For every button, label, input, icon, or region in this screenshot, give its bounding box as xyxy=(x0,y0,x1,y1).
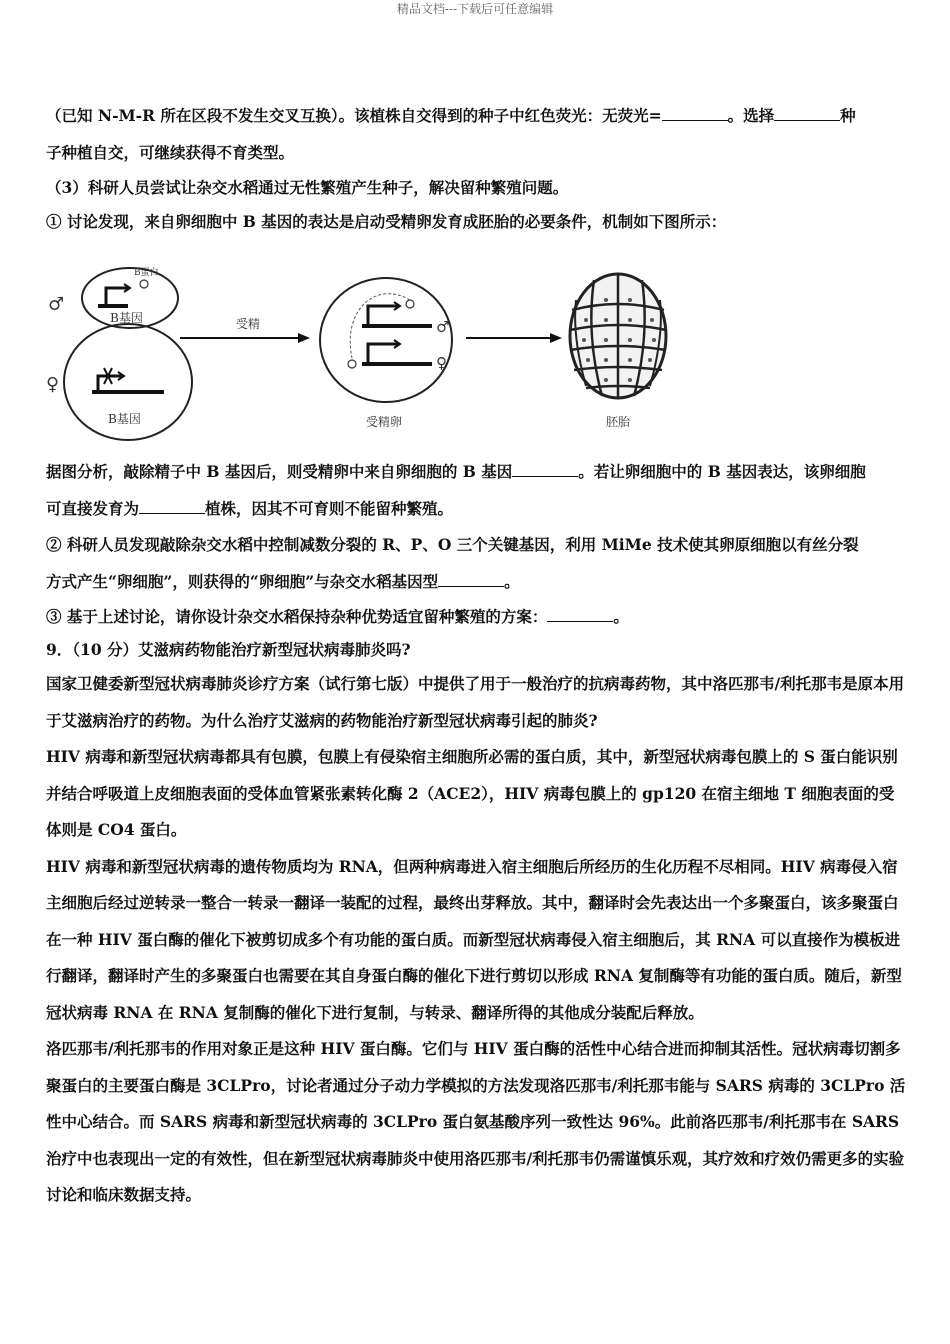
arrowhead-icon xyxy=(550,333,562,343)
sperm-gene-label: B基因 xyxy=(110,311,143,325)
fertilization-label: 受精 xyxy=(236,317,261,331)
b-protein-dot xyxy=(348,360,356,368)
female-symbol-icon: ♀ xyxy=(436,354,447,372)
paragraph: ② 科研人员发现敲除杂交水稻中控制减数分裂的 R、P、O 三个关键基因，利用 MiMe 技术使其卵原细胞以有丝分裂 xyxy=(46,535,859,554)
text: ③ 基于上述讨论，请你设计杂交水稻保持杂种优势适宜留种繁殖的方案： xyxy=(46,607,548,626)
paragraph xyxy=(46,600,906,633)
zygote-egg-promoter-arrow xyxy=(368,344,398,362)
text: 可直接发育为 xyxy=(46,498,140,518)
text: 。选择 xyxy=(727,106,775,125)
embryo-label: 胚胎 xyxy=(606,415,631,429)
answer-blank xyxy=(662,120,728,121)
text: 据图分析，敲除精子中 B 基因后，则受精卵中来自卵细胞的 B 基因 xyxy=(46,462,513,481)
answer-blank xyxy=(774,120,840,121)
text: 。 xyxy=(613,607,629,626)
paragraph xyxy=(46,454,906,491)
b-protein-label: B蛋白 xyxy=(134,268,159,278)
egg-gene-label: B基因 xyxy=(108,412,141,426)
answer-blank xyxy=(547,621,613,622)
b-gene-mechanism-figure xyxy=(46,240,906,450)
text: 植株，因其不可育则不能留种繁殖。 xyxy=(205,498,454,518)
arrowhead-icon xyxy=(298,333,310,343)
text: 种 xyxy=(840,106,856,125)
text: （已知 N-M-R 所在区段不发生交叉互换）。该植株自交得到的种子中红色荧光：无荧光= xyxy=(46,106,662,125)
paragraph: HIV 病毒和新型冠状病毒都具有包膜，包膜上有侵染宿主细胞所必需的蛋白质，其中，新型冠状病毒包膜上的 S 蛋白能识别并结合呼吸道上皮细胞表面的受体血管紧张素转化酶 2（ACE2），HIV 病毒包膜上的 gp120 在宿主细地 T 细胞表面的受体则是 CO4 蛋白。 xyxy=(46,747,898,839)
paragraph xyxy=(46,564,906,601)
male-symbol-icon: ♂ xyxy=(48,294,65,315)
b-protein-dot xyxy=(406,300,414,308)
zygote-promoter-arrow xyxy=(368,306,398,324)
paragraph: 子种植自交，可继续获得不育类型。 xyxy=(46,142,295,162)
zygote-label: 受精卵 xyxy=(366,415,403,429)
paragraph: 国家卫健委新型冠状病毒肺炎诊疗方案（试行第七版）中提供了用于一般治疗的抗病毒药物，其中洛匹那韦/利托那韦是原本用于艾滋病治疗的药物。为什么治疗艾滋病的药物能治疗新型冠状病毒引起的肺炎? xyxy=(46,674,905,730)
document-body xyxy=(46,98,906,1214)
answer-blank xyxy=(139,513,205,514)
paragraph: ① 讨论发现，来自卵细胞中 B 基因的表达是启动受精卵发育成胚胎的必要条件，机制如下图所示： xyxy=(46,212,727,231)
paragraph: （3）科研人员尝试让杂交水稻通过无性繁殖产生种子，解决留种繁殖问题。 xyxy=(46,178,569,197)
text: 方式产生“卵细胞”，则获得的“卵细胞”与杂交水稻基因型 xyxy=(46,571,439,591)
paragraph xyxy=(46,491,906,528)
paragraph: HIV 病毒和新型冠状病毒的遗传物质均为 RNA，但两种病毒进入宿主细胞后所经历的生化历程不尽相同。HIV 病毒侵入宿主细胞后经过逆转录一整合一转录一翻译一装配的过程，最终出芽释放。其中，翻译时会先表达出一个多聚蛋白，该多聚蛋白在一种 HIV 蛋白酶的催化下被剪切成多个有功能的蛋白质。而新型冠状病毒侵入宿主细胞后，其 RNA 可以直接作为模板进行翻译，翻译时产生的多聚蛋白也需要在其自身蛋白酶的催化下进行剪切以形成 RNA 复制酶等有功能的蛋白质。随后，新型冠状病毒 RNA 在 RNA 复制酶的催化下进行复制，与转录、翻译所得的其他成分装配后释放。 xyxy=(46,856,902,1022)
text: 。 xyxy=(504,571,520,591)
b-protein-dot xyxy=(140,280,148,288)
paragraph: 洛匹那韦/利托那韦的作用对象正是这种 HIV 蛋白酶。它们与 HIV 蛋白酶的活性中心结合进而抑制其活性。冠状病毒切割多聚蛋白的主要蛋白酶是 3CLPro，讨论者通过分子动力学模拟的方法发现洛匹那韦/利托那韦能与 SARS 病毒的 3CLPro 活性中心结合。而 SARS 病毒和新型冠状病毒的 3CLPro 蛋白氨基酸序列一致性达 96%。此前洛匹那韦/利托那韦在 SARS 治疗中也表现出一定的有效性，但在新型冠状病毒肺炎中使用洛匹那韦/利托那韦仍需谨慎乐观，其疗效和疗效仍需更多的实验讨论和临床数据支持。 xyxy=(46,1039,906,1204)
paragraph xyxy=(46,98,906,135)
embryo xyxy=(570,274,666,398)
figure-svg xyxy=(46,240,906,450)
page-header: 精品文档---下载后可任意编辑 xyxy=(396,2,554,16)
male-symbol-icon: ♂ xyxy=(436,318,450,336)
answer-blank xyxy=(438,586,504,587)
text: 。若让卵细胞中的 B 基因表达，该卵细胞 xyxy=(578,462,866,481)
female-symbol-icon: ♀ xyxy=(46,374,60,395)
answer-blank xyxy=(512,476,578,477)
question-title: 9．（10 分）艾滋病药物能治疗新型冠状病毒肺炎吗? xyxy=(46,640,411,659)
zygote-cell xyxy=(320,278,452,402)
